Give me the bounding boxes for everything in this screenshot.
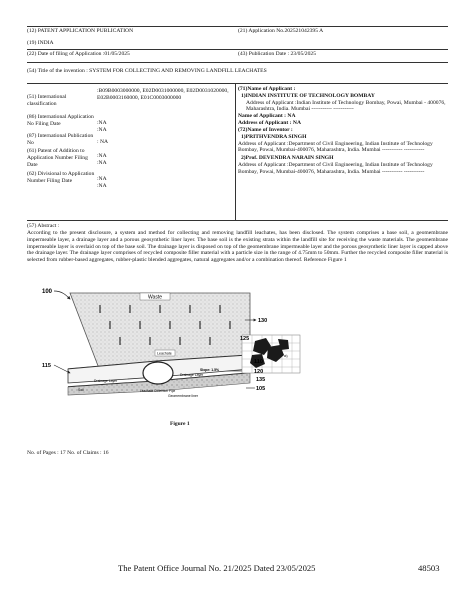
invention-title: (54) Title of the invention : SYSTEM FOR COLLECTING AND REMOVING LANDFILL LEACHATES bbox=[27, 68, 267, 74]
geomembrane-label: Geomembrane liner bbox=[168, 394, 198, 398]
inventor-2-address: Address of Applicant :Department of Civil Engineering, Indian Institute of Technology Bombay, Powai, Mumbai-400076, Maharashtra, India. Mumbai ----------- ----------- bbox=[238, 161, 433, 175]
title-rule bbox=[27, 83, 448, 84]
header-rule bbox=[27, 49, 448, 50]
drainage-label-right: Drainage Layer bbox=[180, 373, 204, 377]
ref-115-arrow bbox=[54, 365, 70, 373]
field-value-patent-addition: :NA :NA bbox=[97, 153, 107, 166]
inventor-2-name: 2)Prof. DEVENDRA NARAIN SINGH bbox=[241, 155, 334, 162]
slope-label: Slope: 1.5% bbox=[200, 368, 220, 372]
applicant-block bbox=[238, 86, 448, 176]
field-value-divisional: :NA :NA bbox=[97, 176, 107, 189]
soil-label-left: Soil bbox=[78, 388, 84, 392]
applicant-name-line: Name of Applicant : NA bbox=[238, 113, 296, 120]
applicant-heading: (71)Name of Applicant : bbox=[238, 86, 296, 92]
field-label-divisional: (62) Divisional to Application Number Filing Date bbox=[27, 171, 95, 184]
ref-125-label: 125 bbox=[240, 336, 250, 342]
figure-1 bbox=[40, 283, 440, 415]
field-label-intl-publication: (87) International Publication No bbox=[27, 133, 94, 146]
ref-135-label: 135 bbox=[256, 377, 266, 383]
inset-symbol: d₅ bbox=[284, 353, 288, 358]
ref-100-label: 100 bbox=[42, 289, 53, 295]
abstract-heading: (57) Abstract : bbox=[27, 223, 60, 229]
applicant-address-line: Address of Applicant : NA bbox=[238, 120, 301, 127]
page-number: 48503 bbox=[418, 563, 440, 573]
country: (19) INDIA bbox=[27, 40, 54, 46]
applicant-1-address: Address of Applicant :Indian Institute of Technology Bombay, Powai, Mumbai - 400076, Maharashtra, India. Mumbai ----------- ----------- bbox=[246, 99, 446, 113]
leachate-collection-pipe bbox=[143, 362, 173, 384]
ref-100-arrow bbox=[54, 291, 70, 299]
field-value-intl-publication: : NA bbox=[97, 139, 109, 145]
landfill-diagram bbox=[40, 283, 440, 415]
ref-120-label: 120 bbox=[254, 369, 264, 375]
field-value-classification: :B09B0003000000, E02D0031000000, E02D0031020000, E02B0003160000, E01C0003000000 bbox=[97, 88, 229, 101]
inventor-heading: (72)Name of Inventor : bbox=[238, 126, 293, 133]
ref-130-label: 130 bbox=[258, 318, 268, 324]
publication-type: (12) PATENT APPLICATION PUBLICATION bbox=[27, 28, 134, 34]
field-label-classification: (51) International classification bbox=[27, 94, 67, 107]
ref-115-label: 115 bbox=[42, 363, 51, 369]
top-rule bbox=[27, 26, 448, 27]
date-rule bbox=[27, 62, 448, 63]
abstract-rule bbox=[27, 220, 448, 221]
abstract-text: According to the present disclosure, a system and method for collecting and removing landfill leachates, has been disclosed. The system comprises a base soil, a geomembrane impermeable layer, a drainage layer and a porous geosynthetic liner layer. The base soil is the existing strata within the landfill site for receiving the waste materials. The geomembrane impermeable layer is overlaid on top of the base soil. The drainage layer is disposed on top of the geomembrane impermeable layer and the porous geosynthetic liner layer is capped above the drainage layer. The drainage layer comprises of recycled composite filler material with a particle size in the range of 4.75mm to 50mm. Further the recycled composite filler material is selected from rubber-based aggregates, rubber-plastic blended aggregates, natural aggregates and/or a combination thereof. Reference Figure 1 bbox=[27, 230, 448, 264]
pages-and-claims: No. of Pages : 17 No. of Claims : 16 bbox=[27, 450, 109, 456]
leachate-pipe-label: Leachate Collection Pipe bbox=[140, 389, 176, 393]
waste-label: Waste bbox=[148, 294, 162, 301]
publication-date: (43) Publication Date : 23/05/2025 bbox=[238, 51, 316, 57]
drainage-layer-label: Drainage Layer bbox=[94, 379, 118, 383]
figure-caption: Figure 1 bbox=[170, 421, 190, 427]
inventor-1-name: 1)PRITHVENDRA SINGH bbox=[241, 133, 307, 140]
filing-date: (22) Date of filing of Application :01/05/2025 bbox=[27, 51, 130, 57]
column-divider bbox=[235, 84, 236, 220]
ref-105-label: 105 bbox=[256, 386, 266, 392]
ref-110-label: 110 bbox=[254, 359, 263, 365]
inventor-1-address: Address of Applicant :Department of Civil Engineering, Indian Institute of Technology Bombay, Powai, Mumbai-400076, Maharashtra, India. Mumbai ----------- ----------- bbox=[238, 140, 433, 154]
journal-footer: The Patent Office Journal No. 21/2025 Dated 23/05/2025 bbox=[118, 563, 316, 573]
application-number: (21) Application No.202521042395 A bbox=[238, 28, 324, 34]
leachate-label: Leachate bbox=[157, 351, 172, 356]
field-label-patent-addition: (61) Patent of Addition to Application Number Filing Date bbox=[27, 148, 88, 168]
field-label-intl-application: (86) International Application No Filing Date bbox=[27, 114, 94, 127]
field-value-intl-application: :NA :NA bbox=[97, 120, 107, 133]
applicant-1-name: 1)INDIAN INSTITUTE OF TECHNOLOGY BOMBAY bbox=[241, 92, 375, 99]
